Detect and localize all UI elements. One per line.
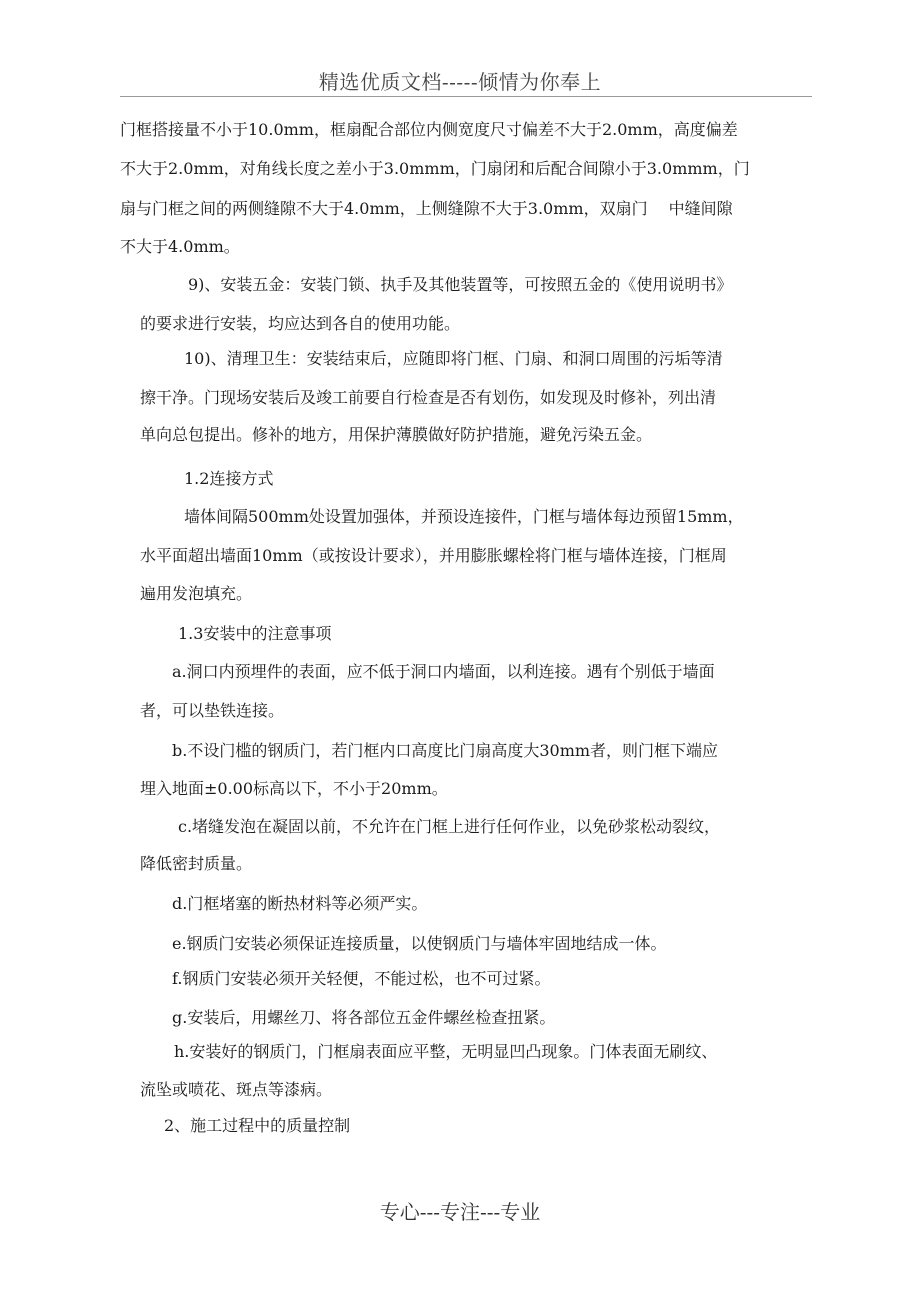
- body-line: 者，可以垫铁连接。: [140, 701, 285, 720]
- section-heading: 1.3安装中的注意事项: [178, 624, 332, 643]
- body-line: a.洞口内预埋件的表面，应不低于洞口内墙面，以利连接。遇有个别低于墙面: [172, 662, 715, 681]
- page-footer: 专心---专注---专业: [379, 1200, 541, 1224]
- body-line: 降低密封质量。: [140, 854, 253, 873]
- body-line: 擦干净。门现场安装后及竣工前要自行检查是否有划伤，如发现及时修补，列出清: [140, 388, 717, 407]
- section-heading: 2、施工过程中的质量控制: [164, 1116, 351, 1135]
- body-line: 门框搭接量不小于10.0mm，框扇配合部位内侧宽度尺寸偏差不大于2.0mm，高度偏差: [120, 120, 738, 139]
- body-line: 埋入地面±0.00标高以下，不小于20mm。: [140, 779, 448, 798]
- body-line: 10)、清理卫生：安装结束后，应随即将门框、门扇、和洞口周围的污垢等清: [184, 349, 723, 368]
- page-header: 精选优质文档-----倾情为你奉上: [318, 70, 602, 94]
- header-divider: [120, 96, 812, 97]
- body-line: e.钢质门安装必须保证连接质量，以使钢质门与墙体牢固地结成一体。: [172, 934, 667, 953]
- body-line: 流坠或喷花、斑点等漆病。: [140, 1080, 333, 1099]
- body-line: 不大于4.0mm。: [120, 237, 240, 256]
- body-line: h.安装好的钢质门，门框扇表面应平整，无明显凹凸现象。门体表面无刷纹、: [174, 1042, 718, 1061]
- body-line: 的要求进行安装，均应达到各自的使用功能。: [140, 314, 461, 333]
- body-line: 水平面超出墙面10mm（或按设计要求），并用膨胀螺栓将门框与墙体连接，门框周: [140, 546, 727, 565]
- body-line: 单向总包提出。修补的地方，用保护薄膜做好防护措施，避免污染五金。: [140, 425, 653, 444]
- body-line: g.安装后，用螺丝刀、将各部位五金件螺丝检查扭紧。: [172, 1008, 556, 1027]
- body-line: 墙体间隔500mm处设置加强体，并预设连接件，门框与墙体每边预留15mm，: [184, 507, 744, 526]
- body-line: 不大于2.0mm，对角线长度之差小于3.0mmm，门扇闭和后配合间隙小于3.0mmm，门: [120, 159, 750, 178]
- section-heading: 1.2连接方式: [184, 469, 274, 488]
- body-line: 遍用发泡填充。: [140, 584, 253, 603]
- body-line: 扇与门框之间的两侧缝隙不大于4.0mm，上侧缝隙不大于3.0mm，双扇门 中缝间隙: [120, 199, 733, 218]
- body-line: c.堵缝发泡在凝固以前，不允许在门框上进行任何作业，以免砂浆松动裂纹，: [178, 817, 721, 836]
- body-line: b.不设门槛的钢质门，若门框内口高度比门扇高度大30mm者，则门框下端应: [172, 741, 719, 760]
- body-line: d.门框堵塞的断热材料等必须严实。: [172, 894, 428, 913]
- body-line: f.钢质门安装必须开关轻便，不能过松，也不可过紧。: [172, 969, 551, 988]
- body-line: 9)、安装五金：安装门锁、执手及其他装置等，可按照五金的《使用说明书》: [188, 275, 733, 294]
